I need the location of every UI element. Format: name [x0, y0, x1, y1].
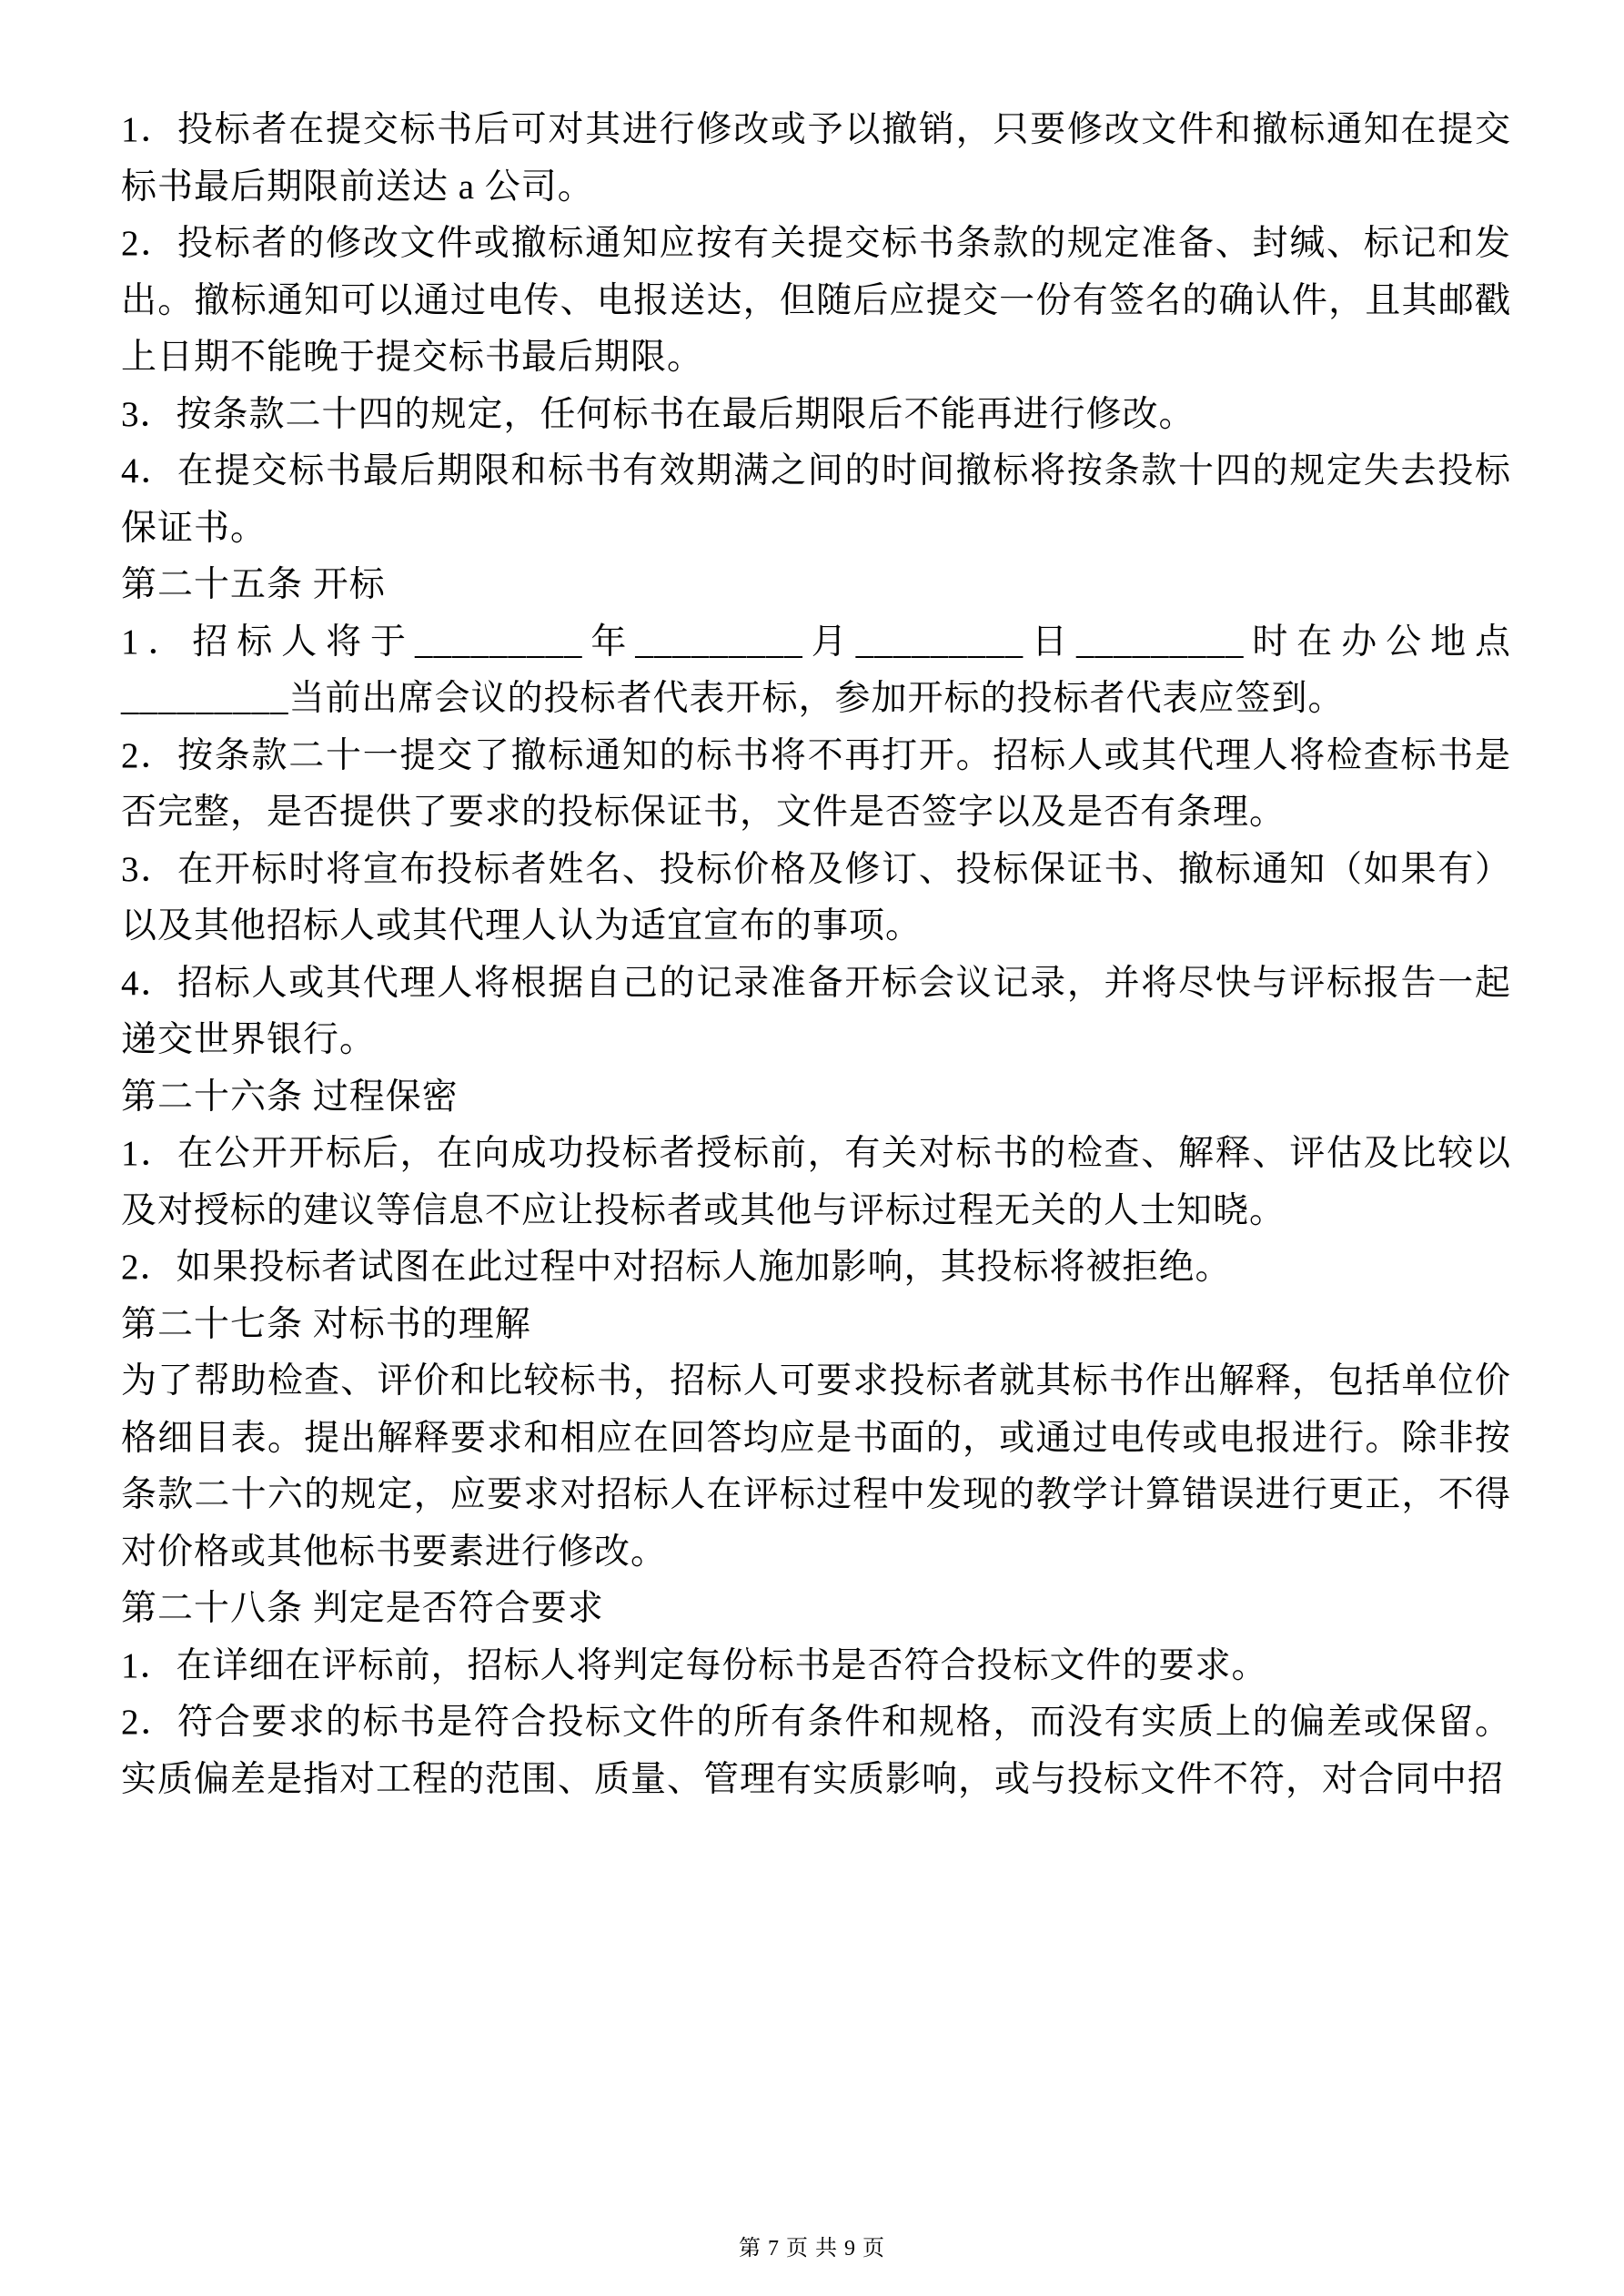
- paragraph: 3．在开标时将宣布投标者姓名、投标价格及修订、投标保证书、撤标通知（如果有）以及其他招标人或其代理人认为适宜宣布的事项。: [121, 849, 1511, 946]
- paragraph: 3．按条款二十四的规定，任何标书在最后期限后不能再进行修改。: [121, 394, 1195, 434]
- paragraph: 2．如果投标者试图在此过程中对招标人施加影响，其投标将被拒绝。: [121, 1248, 1232, 1287]
- section-heading: 第二十五条 开标: [121, 565, 386, 604]
- paragraph: 1．在详细在评标前，招标人将判定每份标书是否符合投标文件的要求。: [121, 1645, 1268, 1685]
- section-heading: 第二十七条 对标书的理解: [121, 1304, 531, 1344]
- paragraph: 为了帮助检查、评价和比较标书，招标人可要求投标者就其标书作出解释，包括单位价格细目表。提出解释要求和相应在回答均应是书面的，或通过电传或电报进行。除非按条款二十六的规定，应要求对招标人在评标过程中发现的教学计算错误进行更正，不得对价格或其他标书要素进行修改。: [121, 1361, 1511, 1572]
- page-number-footer: 第 7 页 共 9 页: [739, 2237, 885, 2261]
- paragraph: 4．招标人或其代理人将根据自己的记录准备开标会议记录，并将尽快与评标报告一起递交世界银行。: [121, 963, 1511, 1059]
- paragraph: 4．在提交标书最后期限和标书有效期满之间的时间撤标将按条款十四的规定失去投标保证书。: [121, 451, 1511, 548]
- paragraph-with-blanks: 1．招标人将于_________年_________月_________日_________时在办公地点_________当前出席会议的投标者代表开标，参加开标的投标者代表应签到。: [121, 622, 1511, 718]
- paragraph: 1．在公开开标后，在向成功投标者授标前，有关对标书的检查、解释、评估及比较以及对授标的建议等信息不应让投标者或其他与评标过程无关的人士知晓。: [121, 1134, 1511, 1230]
- document-body: [121, 102, 1511, 1808]
- paragraph: 1．投标者在提交标书后可对其进行修改或予以撤销，只要修改文件和撤标通知在提交标书最后期限前送达 a 公司。: [121, 110, 1511, 207]
- paragraph: 2．投标者的修改文件或撤标通知应按有关提交标书条款的规定准备、封缄、标记和发出。撤标通知可以通过电传、电报送达，但随后应提交一份有签名的确认件，且其邮戳上日期不能晚于提交标书最后期限。: [121, 224, 1511, 377]
- paragraph: 2．按条款二十一提交了撤标通知的标书将不再打开。招标人或其代理人将检查标书是否完整，是否提供了要求的投标保证书，文件是否签字以及是否有条理。: [121, 735, 1511, 832]
- paragraph: 2．符合要求的标书是符合投标文件的所有条件和规格，而没有实质上的偏差或保留。实质偏差是指对工程的范围、质量、管理有实质影响，或与投标文件不符，对合同中招: [121, 1703, 1511, 1799]
- section-heading: 第二十六条 过程保密: [121, 1077, 459, 1117]
- section-heading: 第二十八条 判定是否符合要求: [121, 1589, 604, 1628]
